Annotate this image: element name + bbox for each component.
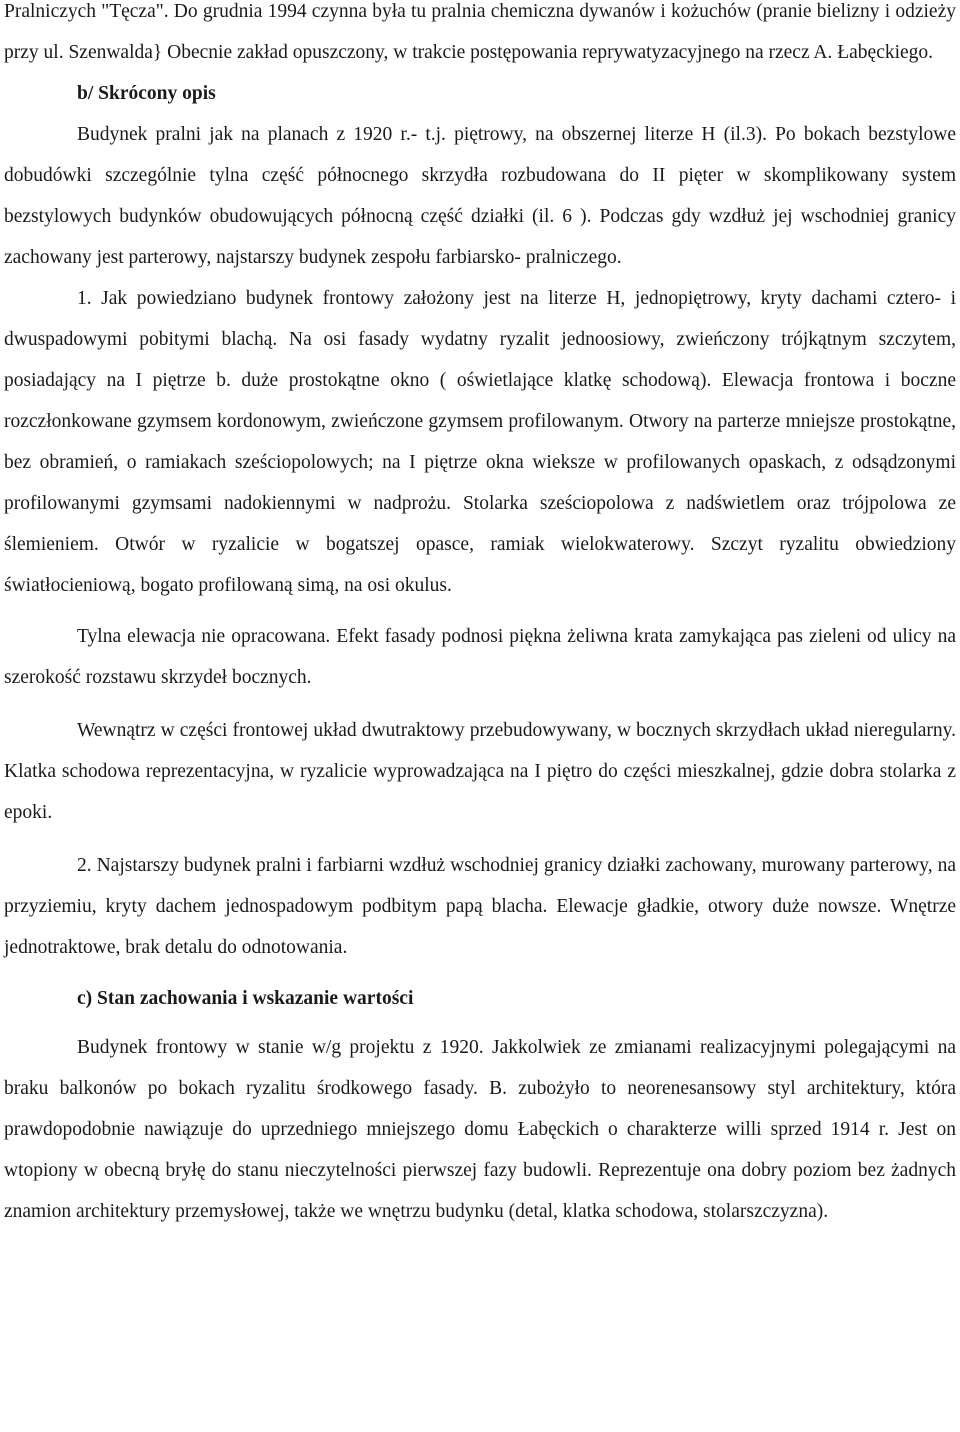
intro-paragraph: Pralniczych "Tęcza". Do grudnia 1994 czynna była tu pralnia chemiczna dywanów i kożuchów (pranie bielizny i odzieży przy ul. Szenwalda} Obecnie zakład opuszczony, w trakcie postępowania reprywatyzacyjnego na rzecz A. Łabęckiego. bbox=[4, 1, 956, 63]
document-page bbox=[4, 0, 956, 1232]
item-1-paragraph: 1. Jak powiedziano budynek frontowy założony jest na literze H, jednopiętrowy, kryty dachami cztero- i dwuspadowymi pobitymi blachą. Na osi fasady wydatny ryzalit jednoosiowy, zwieńczony trójkątnym szczytem, posiadający na I piętrze b. duże prostokątne okno ( oświetlające klatkę schodową). Elewacja frontowa i boczne rozczłonkowane gzymsem kordonowym, zwieńczone gzymsem profilowanym. Otwory na parterze mniejsze prostokątne, bez obramień, o ramiakach sześciopolowych; na I piętrze okna wieksze w profilowanych opaskach, z odsądzonymi profilowanymi gzymsami nadokiennymi w nadprożu. Stolarka sześciopolowa z nadświetlem oraz trójpolowa ze ślemieniem. Otwór w ryzalicie w bogatszej opasce, ramiak wielokwaterowy. Szczyt ryzalitu obwiedziony światłocieniową, bogato profilowaną simą, na osi okulus. bbox=[4, 288, 956, 596]
section-c-heading: c) Stan zachowania i wskazanie wartości bbox=[77, 988, 414, 1009]
section-b-heading: b/ Skrócony opis bbox=[77, 83, 216, 104]
rear-elevation-paragraph: Tylna elewacja nie opracowana. Efekt fasady podnosi piękna żeliwna krata zamykająca pas zieleni od ulicy na szerokość rozstawu skrzydeł bocznych. bbox=[4, 626, 956, 688]
item-2-paragraph: 2. Najstarszy budynek pralni i farbiarni wzdłuż wschodniej granicy działki zachowany, murowany parterowy, na przyziemiu, kryty dachem jednospadowym podbitym papą blacha. Elewacje gładkie, otwory duże nowsze. Wnętrze jednotraktowe, brak detalu do odnotowania. bbox=[4, 855, 956, 958]
condition-paragraph: Budynek frontowy w stanie w/g projektu z 1920. Jakkolwiek ze zmianami realizacyjnymi polegającymi na braku balkonów po bokach ryzalitu środkowego fasady. B. zubożyło to neorenesansowy styl architektury, która prawdopodobnie nawiązuje do uprzedniego mniejszego domu Łabęckich o charakterze willi sprzed 1914 r. Jest on wtopiony w obecną bryłę do stanu nieczytelności pierwszej fazy budowli. Reprezentuje ona dobry poziom bez żadnych znamion architektury przemysłowej, także we wnętrzu budynku (detal, klatka schodowa, stolarszczyzna). bbox=[4, 1037, 956, 1222]
description-paragraph: Budynek pralni jak na planach z 1920 r.- t.j. piętrowy, na obszernej literze H (il.3). Po bokach bezstylowe dobudówki szczególnie tylna część północnego skrzydła rozbudowana do II pięter w skomplikowany system bezstylowych budynków obudowujących północną część działki (il. 6 ). Podczas gdy wzdłuż jej wschodniej granicy zachowany jest parterowy, najstarszy budynek zespołu farbiarsko- pralniczego. bbox=[4, 124, 956, 268]
interior-paragraph: Wewnątrz w części frontowej układ dwutraktowy przebudowywany, w bocznych skrzydłach układ nieregularny. Klatka schodowa reprezentacyjna, w ryzalicie wyprowadzająca na I piętro do części mieszkalnej, gdzie dobra stolarka z epoki. bbox=[4, 720, 956, 823]
